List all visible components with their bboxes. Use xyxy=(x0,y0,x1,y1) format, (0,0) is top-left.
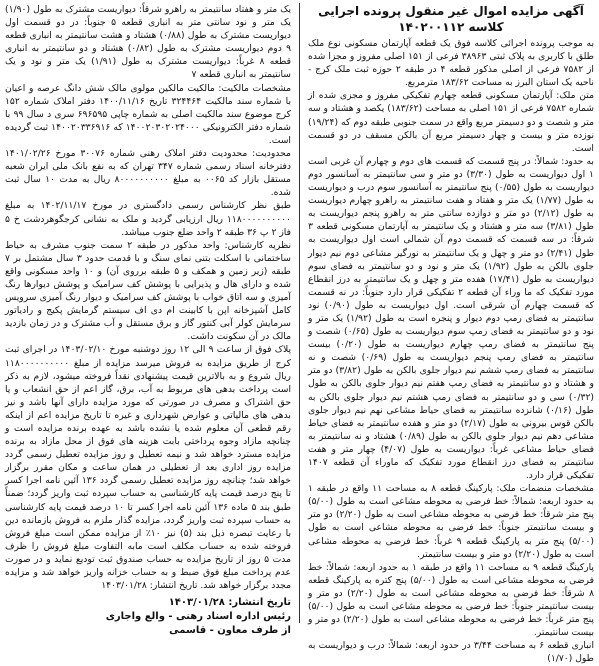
publication-date: تاریخ انتشار: ۱۴۰۳/۰۱/۲۸ xyxy=(168,597,291,609)
paragraph: مشخصات منضمات ملک: پارکینگ قطعه ۸ به مساحت ۱۱ واقع در طبقه ۱ به حدود اربعه: شمالاً: خط فرضی به محوطه مشاعی است به طول (۵/۰۰) پنج متر شرقاً: خط فرضی به محوطه مشاعی است به طول (۲/۲۰) دو متر و بیست سانتیمتر جنوباً: خط فرضی به محوطه مشاعی است به طول (۵/۰۰) پنج متر به پارکینگ قطعه ۹ غرباً: خط فرضی به محوطه مشاعی است به طول (۲/۲۰) دو متر و بیست سانتیمتر. xyxy=(308,483,594,560)
left-column xyxy=(3,3,293,637)
signer-name: از طرف معاون - قاسمی xyxy=(169,625,291,637)
signature-block xyxy=(5,596,291,638)
signer-title: رئیس اداره اسناد رهنی - والع واجاری xyxy=(105,611,291,623)
right-column xyxy=(306,3,596,665)
paragraph: پارکینگ قطعه ۹ به مساحت ۱۱ واقع در طبقه ۱ به حدود اربعه: شمالاً: خط فرضی به محوطه مشاعی است به طول (۵/۰۰) پنج کتره به پارکینگ قطعه ۸ شرقاً: خط فرضی به محوطه مشاعی است به طول (۲/۲۰) دو متر و بیست سانتیمتر جنوباً: خط فرضی به محوطه مشاعی است به طول (۵/۰۰) پنج متر غرباً: خط فرضی به محوطه مشاعی است به طول (۲/۲۰) دو متر و بیست سانتیمتر. xyxy=(308,561,595,639)
auction-notice xyxy=(3,3,596,665)
paragraph: طبق نظر کارشناس رسمی دادگستری در مورخ ۱۴۰۲/۱۱/۱۷ به مبلغ ۱۱۸۰۰۰۰۰۰۰۰۰۰ ریال ارزیابی گردید و ملک به نشانی کرجگوهردشت خ ۵ فاز ۲ پ ۳۶ طبقه ۲ واحد ضلع جنوب میباشد. xyxy=(5,200,292,238)
paragraph: مشخصات مالکیت: مالکیت مالکین مولوی مالک شش دانگ عرصه و اعیان با شماره سند مالکیت ۳۲۴۴۶۴ تاریخ ۱۴۰۰/۱۱/۱۶ دفتر املاک شماره ۱۵۲ کرج موضوع سند مالکیت اصلی به شماره چاپی ۶۹۶۵۹۵ سری د سال ۹۹ با شماره دفتر الکترونیکی ۱۴۰۰۲۰۳۰۲۰۲۴۰۰۰ که ۱۴۰۰۲۰۳۳۶۹۱۶ ثبت گردیده است. xyxy=(5,82,292,146)
paragraph: به حدود: شمالاً: در پنج قسمت که قسمت های دوم و چهارم آن غربی است ۱ اول دیواریست به طول (۳/۳۰) دو متر و سی سانتیمتر به آسانسور دوم دیواریست به طول (۰/۵۵) پنج سانتیمتر به آسانسور سوم درب و دیواریست به طول (۱/۷۷) یک متر و هفتاد و هفت سانتیمتر به راهرو چهارم دیواریست به طول (۲/۱۲) دو متر و دوازده سانتی متر به راهرو پنجم دیواریست به طول (۳/۸۱) سه متر و هشتاد و یک سانتیمتر به آپارتمان مسکونی قطعه ۳ شرقاً: در سه قسمت که قسمت دوم آن شمالی است اول دیواریست به طول (۲/۴۱) دو متر و چهل و یک سانتیمتر به نورگیر مشاعی دوم نیم دیوار جلوی بالکن به طول (۱/۹۲) یک متر و نود و دو سانتیمتر به فضای سوم دیواریست به طول (۱۷/۴۱) هفده متر و چهل و یک سانتیمتر به درز انقطاع مورد تفکیک که ما وراء آن قطعه ۲ تفکیکی قرار دارد جنوباً: در نه قسمت که قسمت چهارم آن شرقی است. اول دیواریست به طول (۰/۹۰) نود سانتیمتر به فضای رمپ دوم دیوار و پنجره است به طول (۱/۹۲) یک متر و نود و دو سانتیمتر به فضای رمپ سوم دیواریست به طول (۰/۶۵) شصت و پنج سانتیمتر به فضای رمپ چهارم دیواریست به طول (۰/۲۰) بیست سانتیمتر به فضای رمپ پنجم دیواریست به طول (۰/۶۹) شصت و نه سانتیمتر به فضای رمپ ششم نیم دیوار جلوی بالکن به طول (۳/۸۲) دو متر و هشتاد و دو سانتیمتر به فضای رمپ هفتم نیم دیوار جلوی بالکن به طول (۰/۳۲) سی و دو سانتیمتر به فضای رمپ هشتم نیم دیوار جلوی بالکن به طول (۰/۱۶) شانزده سانتیمتر به فضای حیاط مشاعی نهم نیم دیوار جلوی بالکن قوس بیرونی به طول (۲/۱۷) دو متر و هفده سانتیمتر به فضای حیاط مشاعی دهم نیم دیوار جلوی بالکن به طول (۰/۸۹) هشتاد و نه سانتیمتر به فضای حیاط مشاعی غرباً: دیواریست به طول (۴/۰۷) چهار متر و هفت سانتیمتر به فضای درز انقطاع مورد تفکیک که ماوراء آن قطعه ۱۴۰۷ تفکیکی قرار دارد. xyxy=(308,155,595,482)
paragraph: متن ملک: آپارتمان مسکونی قطعه چهارم تفکیکی مفروز و مجزی شده از شماره ۷۵۸۲ فرعی از ۱۵۱ اصلی به مساحت (۱۸۳/۶۲) یکصد و هشتاد و سه متر و شصت و دو دسیمتر مربع واقع در سمت جنوبی طبقه دوم که (۱۹/۲۴) نوزده متر و بیست و چهار دسیمتر مربع آن بالکن مسقف در دو قسمت است. xyxy=(308,90,595,154)
paragraph: انباری قطعه ۶ به مساحت ۳/۴۴ در حدود اربعه: شمالاً: درب و دیواریست به طول (۱/۷۰) xyxy=(308,640,594,665)
paragraph: محدودیت: محدودیت دفتر املاک رهنی شماره ۳۰۰۷۶ مورخ ۱۴۰۱/۰۲/۲۶ دفترخانه اسناد رسمی شماره ۳۴۷ تهران که به نفع بانک ملی ایران شعبه مستقل بازار کد ۰۰۶۵ به مبلغ ۸۰۰۰۰۰۰۰۰۰۰ ریال به مدت ۱۰ سال ثبت شده. xyxy=(5,148,292,199)
paragraph: به موجب پرونده اجرائی کلاسه فوق یک قطعه آپارتمان مسکونی نوع ملک طلق با کاربری به پلاک ثبتی ۳۸۹۶۳ فرعی از ۱۵۱ اصلی مفروز و مجزا شده از ۷۵۸۲ فرعی از اصلی مذکور قطعه ۴ در طبقه ۲ حوزه ثبت ملک کرج - ناحیه یک استان البرز به مساحت ۱۸۳/۶۲ مترمربع. xyxy=(308,38,594,89)
notice-title: آگهی مزایده اموال غیر منقول پرونده اجرایی کلاسه ۱۴۰۲۰۰۱۱۲ xyxy=(318,4,584,34)
column-divider xyxy=(299,3,300,623)
paragraph: یک متر و هفتاد سانتیمتر به راهرو شرقاً: دیواریست مشترک به طول (۱/۹۰) یک متر و نود سانتی متر به انباری قطعه ۵ جنوباً: در دو قسمت اول دیواریست مشترک به طول (۰/۸۸) هشتاد و هشت سانتیمتر به انباری قطعه ۹ دوم دیواریست مشترک به طول (۰/۸۲) هشتاد و دو سانتیمتر به انباری قطعه ۸ غرباً: دیواریست مشترک به طول (۱/۹۱) یک متر و نود و یک سانتیمتر به انباری قطعه ۷ xyxy=(5,4,292,81)
paragraph: نظریه کارشناس: واحد مذکور در طبقه ۲ سمت جنوب مشرف به حیاط ساختمانی با اسکلت بتنی نمای سنگ و با قدمت حدود ۳ سال مشتمل بر ۷ طبقه (زیر زمین و همکف و ۵ طبقه برروی آن) و ۱۰ واحد مسکونی واقع شده و دارای هال و پذیرایی با پوشش کف سرامیک و پوشش دیوارها رنگ آمیزی و سه اتاق خواب با پوشش کف سرامیک و دیوار رنگ آمیزی سرویس کامل آشپزخانه اپن با کابینت ام دی اف سیستم گرمایش پکیج و رادیاتور سرمایش کولر آبی کنتور گاز و برق مستقل و آب مشترک و در زمان بازدید مالک در آن سکونت داشت. xyxy=(5,239,292,343)
paragraph: پلاک فوق از ساعت ۹ الی ۱۲ روز دوشنبه مورخ ۱۴۰۳/۰۲/۱۰ در اجرای ثبت کرج از طریق مزایده به فروش میرسد مزایده از مبلغ ۱۱۸۰۰۰۰۰۰۰۰۰۰ ریال شروع و به بالاترین قیمت پیشنهادی نقداً فروخته میشود، لازم به ذکر است پرداخت بدهی های مربوط به آب، برق، گاز اعم از حق انشعاب و یا حق اشتراک و مصرف در صورتی که مورد مزایده دارای آنها باشد و نیز بدهی های مالیاتی و عوارض شهرداری و غیره تا تاریخ مزایده اعم از اینکه رقم قطعی آن معلوم شده یا نشده باشد به عهده برنده مزایده است و چنانچه مازاد وجوه پرداختی بابت هزینه های فوق از محل مازاد به برنده مزایده مسترد خواهد شد و نیمه تعطیل و روز مزایده تعطیل رسمی گردد مزایده روز اداری بعد از تعطیلی در همان ساعت و مکان مقرر برگزار خواهد شد؛ چنانچه روز مزایده تعطیل رسمی گردد ۱۳۶ آئین نامه اجرا کسر تا پنج درصد قیمت پایه کارشناسی به حساب سپرده ثبت واریز گردد؛ ضمناً طبق بند ۵ ماده ۱۳۶ آئین نامه اجرا کسر تا ۱۰ درصد قیمت پایه کارشناسی به حساب سپرده ثبت واریز گردد، مزایده گذار ملزم به فروش بازمانده دین با رعایت تبصره ذیل بند (۵) نیز ۱۰٪ از مزایده ممکن است مبلغ فروش فروخته شده به حساب مکلف است مابه التفاوت مبلغ فروش را ظرف مدت ۵ روز از تاریخ مزایده به حساب صندوق ثبت تودیع نماید و در صورت عدم پرداخت مبلغ فوق ضبط و به حساب خزانه واریز خواهد شد و مزایده مجدد برگزار خواهد شد. تاریخ انتشار: ۱۴۰۳/۰۱/۲۸ xyxy=(5,344,292,592)
